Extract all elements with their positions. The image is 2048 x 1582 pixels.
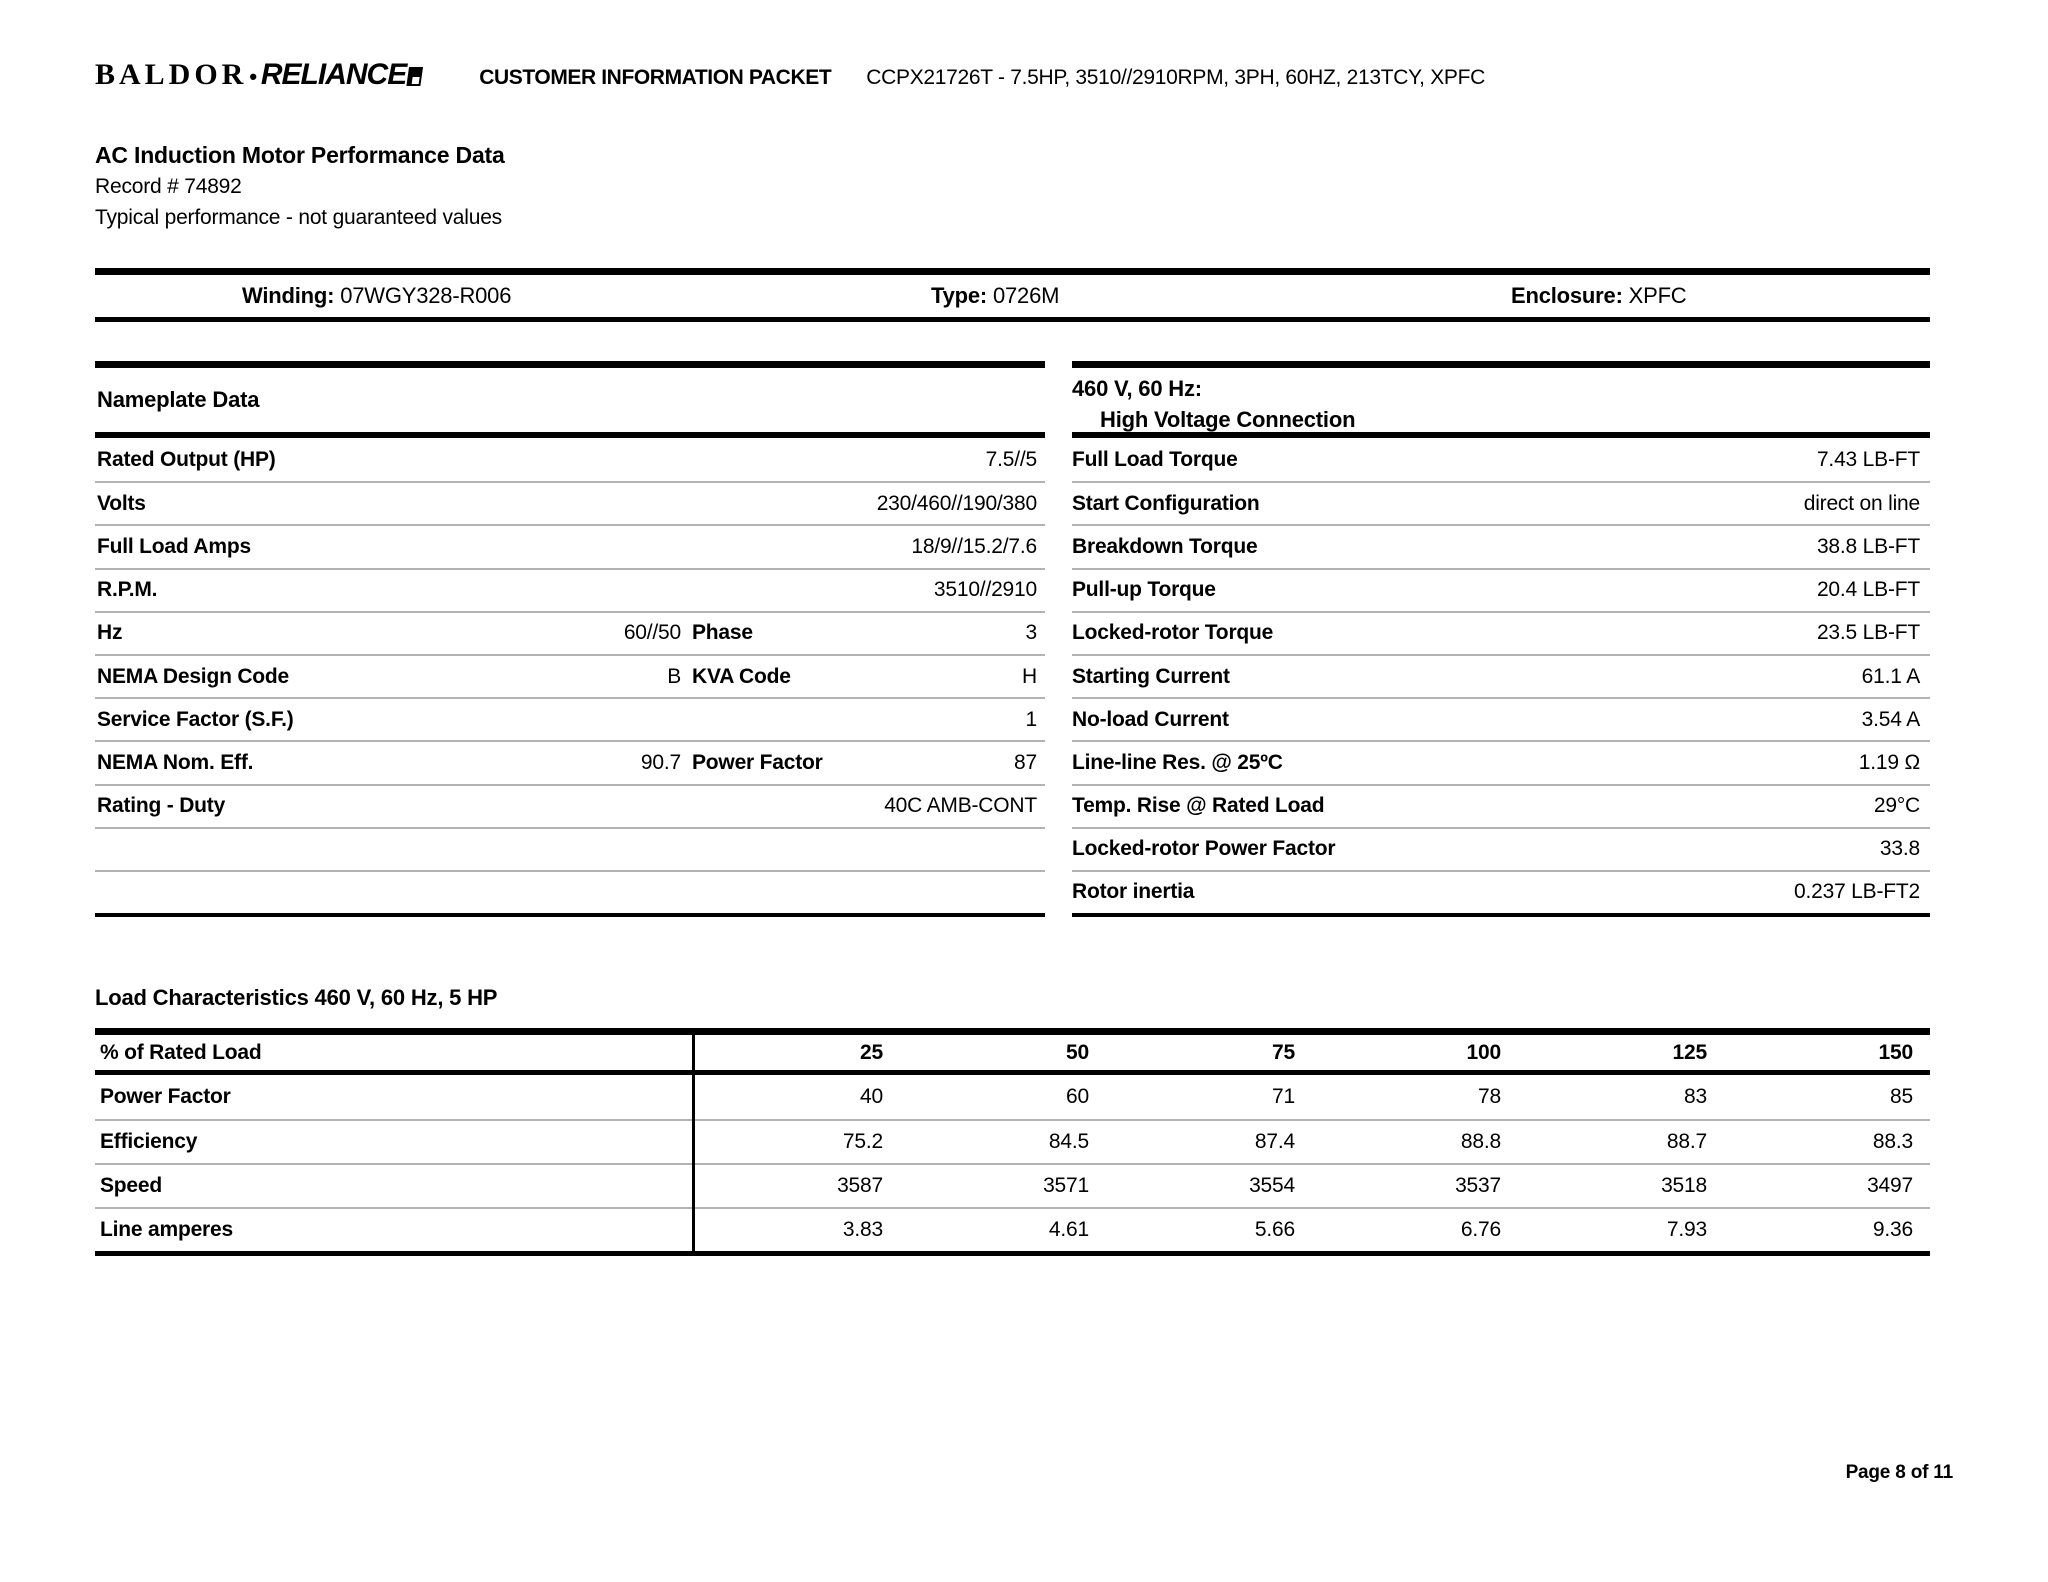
nameplate-rows — [95, 438, 1045, 913]
load-column-header: 125 — [1672, 1040, 1707, 1064]
load-cell-value: 7.93 — [1666, 1218, 1707, 1241]
nameplate-row-label: Volts — [97, 491, 146, 515]
spec-label: Start Configuration — [1072, 491, 1260, 515]
spec-value: 23.5 LB-FT — [1816, 621, 1920, 645]
spec-value: 0.237 LB-FT2 — [1794, 880, 1920, 904]
enclosure-pair — [1511, 275, 1687, 317]
nameplate-row-value: H — [1022, 664, 1037, 688]
nameplate-row-value: 1 — [1025, 707, 1037, 731]
nameplate-row — [95, 870, 1045, 913]
spec-label: Locked-rotor Torque — [1072, 621, 1274, 645]
page-title: AC Induction Motor Performance Data — [95, 142, 505, 168]
load-characteristics-heading: Load Characteristics 460 V, 60 Hz, 5 HP — [95, 985, 498, 1010]
record-number: Record # 74892 — [95, 175, 242, 198]
motor-model-line: CCPX21726T - 7.5HP, 3510//2910RPM, 3PH, 60HZ, 213TCY, XPFC — [866, 66, 1486, 89]
spec-label: Starting Current — [1072, 664, 1230, 688]
load-cell-value: 88.7 — [1666, 1130, 1707, 1153]
load-cell-value: 5.66 — [1254, 1218, 1295, 1241]
nameplate-row — [95, 697, 1045, 740]
load-cell-value: 75.2 — [842, 1130, 883, 1153]
load-cell-value: 60 — [1066, 1085, 1089, 1108]
nameplate-row-value: 87 — [1014, 750, 1037, 774]
nameplate-row-mid-value: 90.7 — [640, 750, 681, 774]
spec-label: Rotor inertia — [1072, 880, 1195, 904]
spec-label: Breakdown Torque — [1072, 534, 1258, 558]
nameplate-row-label: Hz — [97, 621, 123, 645]
load-cell-value: 3497 — [1867, 1174, 1913, 1197]
spec-value: 61.1 A — [1861, 664, 1920, 688]
spec-row — [1072, 654, 1930, 697]
nameplate-row-mid-value: B — [667, 664, 681, 688]
nameplate-row-value: 3 — [1025, 621, 1037, 645]
load-cell-value: 4.61 — [1048, 1218, 1089, 1241]
spec-label: Pull-up Torque — [1072, 578, 1216, 602]
logo-baldor-text: BALDOR — [95, 58, 248, 91]
load-characteristics-table — [95, 1028, 1930, 1256]
document-type-label: CUSTOMER INFORMATION PACKET — [479, 66, 832, 89]
nameplate-row — [95, 611, 1045, 654]
nameplate-row-value: 3510//2910 — [933, 578, 1037, 602]
spec-row — [1072, 611, 1930, 654]
load-cell-value: 6.76 — [1460, 1218, 1501, 1241]
nameplate-row-label: Full Load Amps — [97, 534, 251, 558]
load-cell-value: 3518 — [1661, 1174, 1707, 1197]
nameplate-row-label: NEMA Nom. Eff. — [97, 750, 254, 774]
spec-row — [1072, 524, 1930, 567]
baldor-reliance-logo — [95, 58, 422, 92]
enclosure-label: Enclosure: — [1511, 283, 1623, 308]
nameplate-row — [95, 654, 1045, 697]
high-voltage-heading — [1072, 368, 1930, 438]
nameplate-row-mid-label: KVA Code — [692, 664, 791, 688]
load-row-label: Power Factor — [100, 1085, 231, 1108]
load-table-body — [95, 1075, 1930, 1251]
spec-row — [1072, 481, 1930, 524]
load-cell-value: 88.8 — [1460, 1130, 1501, 1153]
spec-value: 29°C — [1873, 794, 1920, 818]
load-cell-value: 3537 — [1455, 1174, 1501, 1197]
nameplate-row — [95, 481, 1045, 524]
load-column-header: 50 — [1066, 1040, 1089, 1064]
spec-value: 33.8 — [1879, 837, 1920, 861]
nameplate-row — [95, 740, 1045, 783]
nameplate-row-label: NEMA Design Code — [97, 664, 290, 688]
nameplate-row-mid-label: Phase — [692, 621, 753, 645]
high-voltage-table — [1072, 361, 1930, 917]
winding-pair — [242, 275, 511, 317]
enclosure-value: XPFC — [1628, 283, 1687, 308]
load-table-row — [95, 1163, 1930, 1207]
logo-separator-dot: • — [249, 64, 257, 89]
spec-label: Locked-rotor Power Factor — [1072, 837, 1336, 861]
load-column-header: 100 — [1466, 1040, 1501, 1064]
winding-label: Winding: — [242, 283, 335, 308]
nameplate-row — [95, 827, 1045, 870]
load-cell-value: 85 — [1890, 1085, 1913, 1108]
high-voltage-heading-line1: 460 V, 60 Hz: — [1072, 376, 1202, 401]
nameplate-row-value: 40C AMB-CONT — [884, 794, 1037, 818]
high-voltage-rows — [1072, 438, 1930, 913]
load-row-label: Speed — [100, 1174, 163, 1197]
nameplate-row-label: R.P.M. — [97, 578, 158, 602]
load-cell-value: 3.83 — [842, 1218, 883, 1241]
load-cell-value: 78 — [1478, 1085, 1501, 1108]
load-row-label: Line amperes — [100, 1218, 233, 1241]
nameplate-row-mid-label: Power Factor — [692, 750, 823, 774]
load-cell-value: 83 — [1684, 1085, 1707, 1108]
load-table-vertical-divider — [692, 1035, 695, 1251]
load-cell-value: 3571 — [1043, 1174, 1089, 1197]
spec-value: 3.54 A — [1861, 707, 1920, 731]
load-row-label: Efficiency — [100, 1130, 198, 1153]
load-cell-value: 3587 — [837, 1174, 883, 1197]
type-label: Type: — [931, 283, 988, 308]
logo-trademark-icon — [407, 67, 424, 86]
nameplate-row-label: Rated Output (HP) — [97, 447, 276, 471]
nameplate-row-label: Service Factor (S.F.) — [97, 707, 294, 731]
spec-value: direct on line — [1803, 491, 1920, 515]
nameplate-row — [95, 784, 1045, 827]
load-cell-value: 71 — [1272, 1085, 1295, 1108]
spec-row — [1072, 740, 1930, 783]
spec-row — [1072, 784, 1930, 827]
spec-value: 20.4 LB-FT — [1816, 578, 1920, 602]
load-table-row — [95, 1119, 1930, 1163]
load-cell-value: 84.5 — [1048, 1130, 1089, 1153]
spec-value: 7.43 LB-FT — [1816, 447, 1920, 471]
spec-row — [1072, 870, 1930, 913]
spec-label: No-load Current — [1072, 707, 1229, 731]
nameplate-row-value: 18/9//15.2/7.6 — [911, 534, 1037, 558]
spec-row — [1072, 568, 1930, 611]
winding-value: 07WGY328-R006 — [340, 283, 512, 308]
nameplate-row-value: 230/460//190/380 — [876, 491, 1037, 515]
nameplate-row — [95, 568, 1045, 611]
nameplate-row-label: Rating - Duty — [97, 794, 226, 818]
type-pair — [931, 275, 1059, 317]
page-number: Page 8 of 11 — [1845, 1462, 1953, 1483]
load-column-header: 75 — [1272, 1040, 1295, 1064]
spec-label: Line-line Res. @ 25ºC — [1072, 750, 1283, 774]
title-block — [95, 140, 505, 233]
spec-label: Full Load Torque — [1072, 447, 1238, 471]
load-cell-value: 40 — [860, 1085, 883, 1108]
nameplate-row — [95, 438, 1045, 481]
disclaimer-note: Typical performance - not guaranteed values — [95, 206, 502, 229]
load-table-header-row — [95, 1035, 1930, 1075]
load-table-row — [95, 1075, 1930, 1119]
spec-row — [1072, 697, 1930, 740]
nameplate-heading: Nameplate Data — [95, 368, 1045, 438]
nameplate-row-mid-value: 60//50 — [623, 621, 681, 645]
spec-row — [1072, 438, 1930, 481]
spec-value: 38.8 LB-FT — [1816, 534, 1920, 558]
nameplate-row — [95, 524, 1045, 567]
load-cell-value: 87.4 — [1254, 1130, 1295, 1153]
load-table-header-label: % of Rated Load — [100, 1040, 262, 1064]
nameplate-row-value: 7.5//5 — [985, 447, 1037, 471]
spec-label: Temp. Rise @ Rated Load — [1072, 794, 1325, 818]
spec-value: 1.19 Ω — [1858, 750, 1920, 774]
document-header — [95, 58, 1955, 92]
load-cell-value: 88.3 — [1872, 1130, 1913, 1153]
load-cell-value: 9.36 — [1872, 1218, 1913, 1241]
spec-row — [1072, 827, 1930, 870]
type-value: 0726M — [992, 283, 1060, 308]
high-voltage-heading-line2: High Voltage Connection — [1100, 407, 1356, 432]
load-column-header: 25 — [860, 1040, 883, 1064]
logo-reliance-text: RELIANCE — [260, 58, 407, 91]
load-table-row — [95, 1207, 1930, 1251]
nameplate-data-table — [95, 361, 1045, 917]
load-cell-value: 3554 — [1249, 1174, 1295, 1197]
winding-summary-bar — [95, 268, 1930, 322]
load-column-header: 150 — [1878, 1040, 1913, 1064]
